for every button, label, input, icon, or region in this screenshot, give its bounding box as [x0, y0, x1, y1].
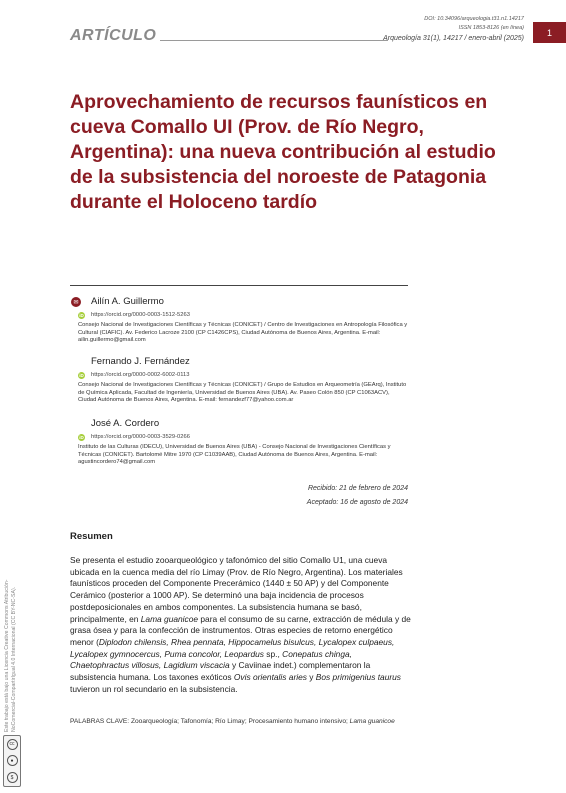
abstract-segment: tuvieron un rol secundario en la subsistencia. — [70, 683, 238, 694]
page-number-badge: 1 — [533, 22, 566, 43]
abstract-segment: y — [306, 672, 316, 683]
author-name: Fernando J. Fernández — [91, 356, 190, 367]
header-divider — [160, 40, 388, 41]
received-date: Recibido: 21 de febrero de 2024 — [307, 485, 408, 492]
keywords-italic: Lama guanicoe — [349, 718, 395, 725]
author-affiliation: Consejo Nacional de Investigaciones Científicas y Técnicas (CONICET) / Grupo de Estudios en Arqueometría (GEArq), Instituto de Química Aplicada, Facultad de Ingeniería, Universidad de Buenos Aires (UBA). Av. Paseo Colón 850 (CP C1063ACV), Ciudad Autónoma de Buenos Aires, Argentina. E-mail: fernandezf77@yahoo.com.ar — [78, 382, 407, 404]
contact-author-icon[interactable]: ✉ — [71, 297, 81, 307]
cc-license-icon[interactable] — [3, 735, 21, 787]
orcid-line — [70, 370, 430, 380]
orcid-icon: iD — [79, 312, 84, 318]
section-label: ARTÍCULO — [70, 27, 157, 44]
license-text — [4, 579, 18, 732]
author-affiliation: Instituto de las Culturas (IDECU), Universidad de Buenos Aires (UBA) - Consejo Nacional de Investigaciones Científicas y Técnicas (CONICET). Bartolomé Mitre 1970 (CP C1039AAB), Ciudad Autónoma de Buenos Aires, Argentina. E-mail: agustincordero74@gmail.com — [78, 444, 391, 466]
orcid-link[interactable]: https://orcid.org/0000-0003-1512-5263 — [91, 312, 190, 318]
license-line: NoComercial-CompartirIgual 4.0 Internacional (CC BY-NC-SA). — [11, 586, 17, 732]
issn: ISSN 1853-8126 (en línea) — [458, 25, 524, 31]
species-name: Lama guanicoe — [140, 613, 199, 624]
by-icon: ● — [7, 755, 18, 766]
author-block — [70, 356, 430, 405]
abstract-segment: sp., — [263, 648, 283, 659]
author-name: José A. Cordero — [91, 418, 160, 429]
orcid-icon: iD — [79, 434, 84, 440]
species-name: Ovis orientalis aries — [233, 672, 307, 683]
species-list: Conepatus chinga, Chaetophractus villosus, Lagidium viscacia — [70, 648, 352, 671]
doi[interactable]: DOI: 10.34096/arqueologia.t31.n1.14217 — [424, 16, 524, 22]
keywords-text: Zooarqueología; Tafonomía; Río Limay; Procesamiento humano intensivo; — [129, 718, 350, 725]
license-line: Este trabajo está bajo una Licencia Creative Commons Atribución- — [4, 579, 10, 732]
orcid-line — [70, 432, 430, 442]
abstract-heading: Resumen — [70, 531, 113, 542]
abstract-segment: y Caviinae indet.) complementaron la subsistencia humana. Los taxones exóticos — [70, 660, 371, 683]
orcid-link[interactable]: https://orcid.org/0000-0003-3529-0266 — [91, 434, 190, 440]
nc-icon: $ — [7, 772, 18, 783]
abstract-segment: para el consumo de su carne, extracción de médula y de grasa ósea y para la confección de instrumentos. Otras especies de retorno energético menor ( — [70, 613, 411, 647]
orcid-line — [70, 310, 430, 320]
orcid-link[interactable]: https://orcid.org/0000-0002-6002-0113 — [91, 372, 190, 378]
keywords — [70, 718, 411, 726]
cc-icon: cc — [7, 739, 18, 750]
article-title: Aprovechamiento de recursos faunísticos en cueva Comallo UI (Prov. de Río Negro, Argentina): una nueva contribución al estudio de la subsistencia del noroeste de Patagonia durante el Holoceno tardío — [70, 91, 496, 213]
keywords-label: PALABRAS CLAVE: — [70, 718, 130, 725]
accepted-date: Aceptado: 16 de agosto de 2024 — [306, 499, 408, 506]
orcid-icon: iD — [79, 372, 84, 378]
abstract-text — [70, 555, 411, 695]
author-name: Ailín A. Guillermo — [91, 296, 164, 307]
abstract-segment: Se presenta el estudio zooarqueológico y tafonómico del sitio Comallo U1, una cueva ubicada en la cuenca media del río Limay (Prov. de Río Negro, Argentina). Los materiales faunísticos proceden del Componente Precerámico (1440 ± 50 AP) y del Componente Cerámico (posterior a 1000 AP). Se determinó una baja incidencia de procesos postdeposicionales en ambos componentes. La subsistencia humana se basó, principalmente, en — [70, 555, 403, 624]
title-divider — [70, 285, 408, 286]
author-block — [70, 418, 430, 467]
author-block — [70, 296, 430, 345]
species-name: Bos primigenius taurus — [315, 672, 401, 683]
author-affiliation: Consejo Nacional de Investigaciones Científicas y Técnicas (CONICET) / Centro de Investigaciones en Antropología Filosófica y Cultural (CIAFIC). Av. Federico Lacroze 2100 (CP C1426CPS), Ciudad Autónoma de Buenos Aires, Argentina. E-mail: ailin.guillermo@gmail.com — [78, 322, 408, 344]
species-list: Diplodon chilensis, Rhea pennata, Hippocamelus bisulcus, Lycalopex culpaeus, Lycalopex gymnocercus, Puma concolor, Leopardus — [70, 636, 395, 659]
journal-citation: Arqueología 31(1), 14217 / enero-abril (2025) — [383, 35, 524, 42]
